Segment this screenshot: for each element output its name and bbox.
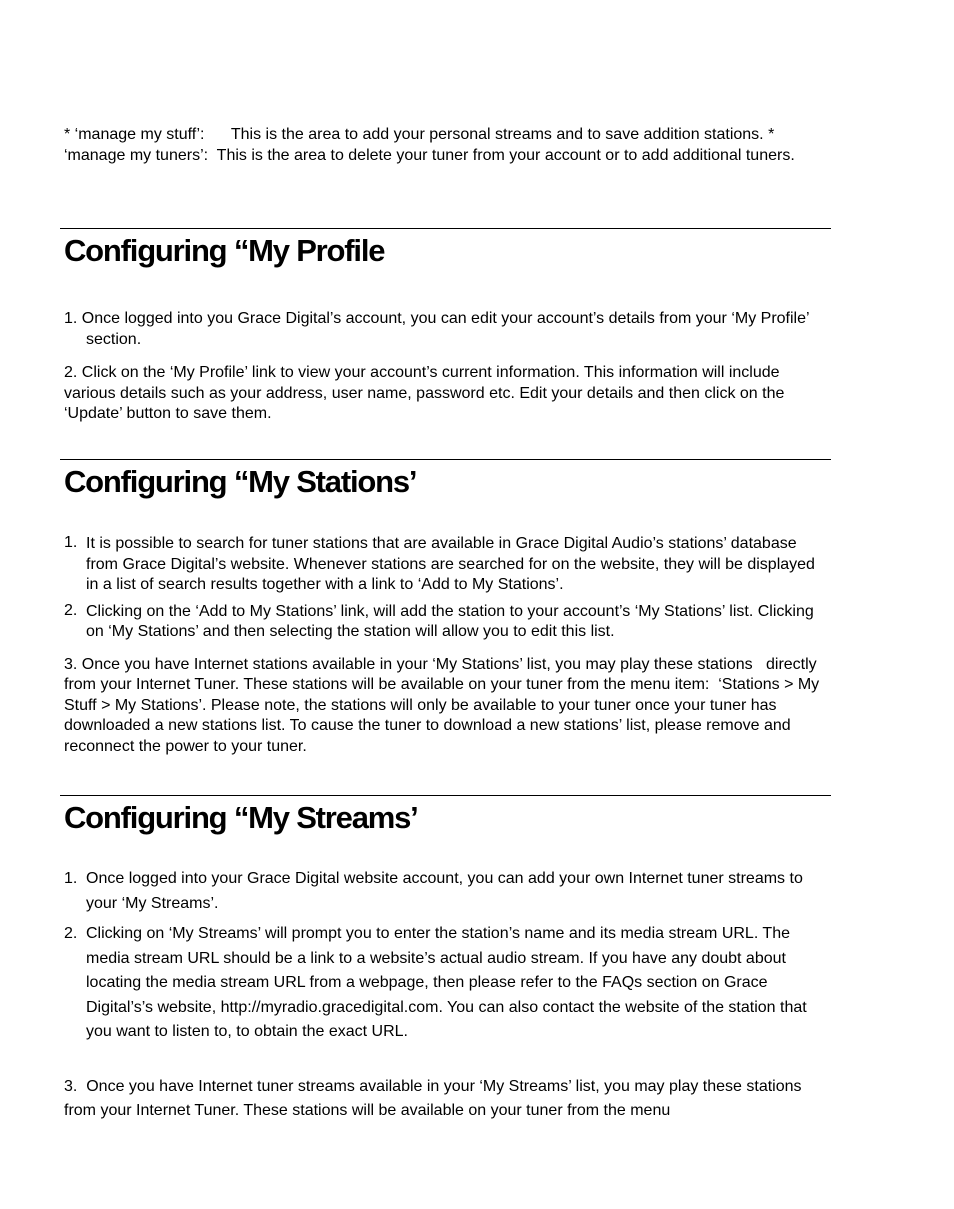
- list-item: [64, 534, 831, 596]
- list-text: Clicking on ‘My Streams’ will prompt you to enter the station’s name and its media stream URL. The media stream URL should be a link to a website’s actual audio stream. If you have any doubt about locating the media stream URL from a webpage, then please refer to the FAQs section on Grace Digital’s’s website, http://myradio.gracedigital.com. You can also contact the website of the station that you want to listen to, to obtain the exact URL.: [86, 925, 807, 1040]
- intro-paragraph: [64, 125, 834, 166]
- section-heading: Configuring “My Streams’: [64, 800, 418, 835]
- list-item: [64, 602, 831, 643]
- section-heading: Configuring “My Profile: [64, 233, 385, 268]
- list-number: 2.: [64, 601, 78, 619]
- profile-step-1: 1. Once logged into you Grace Digital’s account, you can edit your account’s details from your ‘My Profile’ section.: [64, 310, 809, 348]
- list-text: It is possible to search for tuner stations that are available in Grace Digital Audio’s stations’ database from Grace Digital’s website. Whenever stations are searched for on the website, they will be displayed in a list of search results together with a link to ‘Add to My Stations’.: [86, 535, 815, 593]
- section-divider: [60, 795, 831, 796]
- profile-step-2: 2. Click on the ‘My Profile’ link to view your account’s current information. This information will include various details such as your address, user name, password etc. Edit your details and then click on the ‘Update’ button to save them.: [64, 364, 785, 422]
- section-my-stations: [60, 459, 831, 757]
- list-number: 2.: [64, 925, 78, 942]
- section-heading: Configuring “My Stations’: [64, 464, 417, 499]
- intro-text: * ‘manage my stuff’: This is the area to add your personal streams and to save addition stations. * ‘manage my tuners’: This is the area to delete your tuner from your account or to add additional tuners.: [64, 126, 795, 164]
- list-item: [64, 922, 831, 1045]
- list-number: 1.: [64, 534, 78, 551]
- streams-step-3: 3. Once you have Internet tuner streams available in your ‘My Streams’ list, you may play these stations from your Internet Tuner. These stations will be available on your tuner from the menu: [64, 1077, 802, 1119]
- list-text: Clicking on the ‘Add to My Stations’ link, will add the station to your account’s ‘My Stations’ list. Clicking on ‘My Stations’ and then selecting the station will allow you to edit this list.: [86, 602, 814, 640]
- section-my-profile: [60, 228, 831, 425]
- stations-step-3: 3. Once you have Internet stations available in your ‘My Stations’ list, you may play these stations directly from your Internet Tuner. These stations will be available on your tuner from the menu item: ‘Stations > My Stuff > My Stations’. Please note, the stations will only be available to your tuner once your tuner has downloaded a new stations list. To cause the tuner to download a new stations’ list, please remove and reconnect the power to your tuner.: [64, 655, 820, 755]
- list-text: Once logged into your Grace Digital website account, you can add your own Internet tuner streams to your ‘My Streams’.: [86, 870, 803, 912]
- list-number: 1.: [64, 870, 78, 887]
- section-divider: [60, 228, 831, 229]
- section-my-streams: [60, 795, 831, 1124]
- section-divider: [60, 459, 831, 460]
- list-item: [64, 867, 831, 916]
